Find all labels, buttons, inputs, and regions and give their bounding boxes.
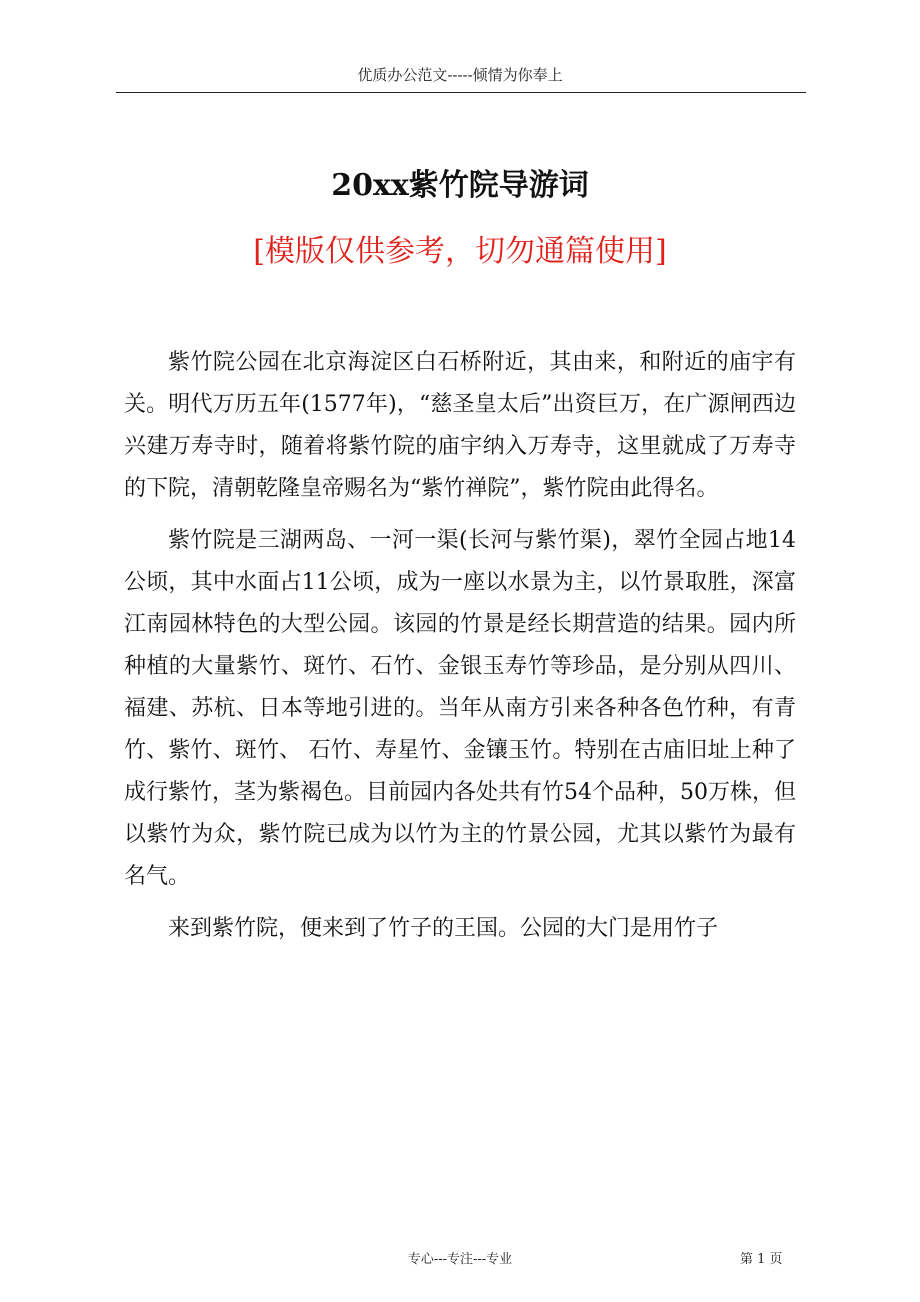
page-number: 第 1 页 <box>740 1252 783 1267</box>
paragraph: 来到紫竹院，便来到了竹子的王国。公园的大门是用竹子 <box>168 916 719 941</box>
paragraph: 紫竹院是三湖两岛、一河一渠(长河与紫竹渠)，翠竹全园占地14公顷，其中水面占11公顷，成为一座以水景为主，以竹景取胜，深富江南园林特色的大型公园。该园的竹景是经长期营造的结果。园内所种植的大量紫竹、斑竹、石竹、金银玉寿竹等珍品，是分别从四川、福建、苏杭、日本等地引进的。当年从南方引来各种各色竹种，有青竹、紫竹、斑竹、 石竹、寿星竹、金镶玉竹。特别在古庙旧址上种了成行紫竹，茎为紫褐色。目前园内各处共有竹54个品种，50万株，但以紫竹为众，紫竹院已成为以竹为主的竹景公园，尤其以紫竹为最有名气。 <box>124 528 796 889</box>
document-body <box>124 342 796 960</box>
page-header: 优质办公范文-----倾情为你奉上 <box>357 66 563 84</box>
header-divider <box>116 92 806 93</box>
document-title: 20xx紫竹院导游词 <box>331 168 589 203</box>
paragraph: 紫竹院公园在北京海淀区白石桥附近，其由来，和附近的庙宇有关。明代万历五年(1577年)，“慈圣皇太后”出资巨万，在广源闸西边兴建万寿寺时，随着将紫竹院的庙宇纳入万寿寺，这里就成了万寿寺的下院，清朝乾隆皇帝赐名为“紫竹禅院”，紫竹院由此得名。 <box>124 350 796 501</box>
page-footer: 专心---专注---专业 <box>407 1252 513 1267</box>
document-subtitle: [模版仅供参考，切勿通篇使用] <box>253 234 667 269</box>
